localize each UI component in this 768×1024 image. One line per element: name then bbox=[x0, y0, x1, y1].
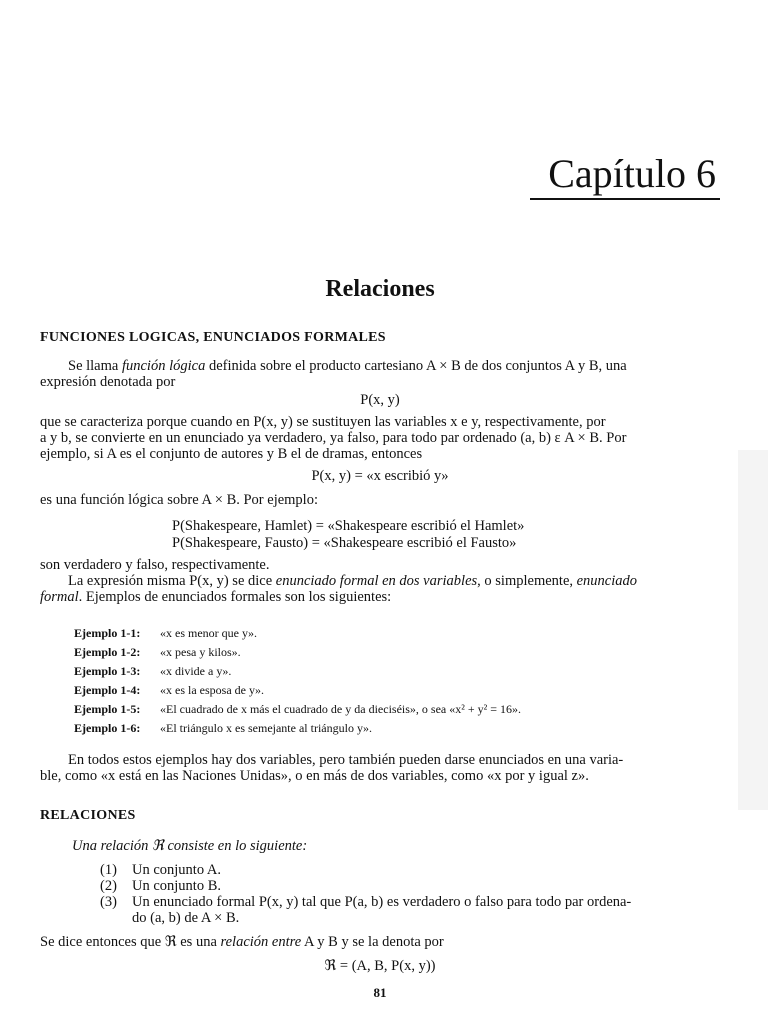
paragraph-line: ejemplo, si A es el conjunto de autores y B el de dramas, entonces bbox=[40, 446, 423, 462]
example-label: Ejemplo 1-3: bbox=[74, 664, 141, 678]
example-item bbox=[74, 683, 264, 697]
chapter-label: Capítulo 6 bbox=[548, 151, 716, 196]
term-relacion-entre: relación entre bbox=[220, 934, 302, 950]
example-text: «x divide a y». bbox=[160, 664, 232, 678]
list-item bbox=[100, 862, 221, 878]
text-span: ℜ consiste en lo siguiente: bbox=[148, 838, 308, 854]
example-text: «x es menor que y». bbox=[160, 626, 257, 640]
example-item bbox=[74, 645, 241, 659]
list-number: (3) bbox=[100, 894, 117, 910]
chapter-title: Relaciones bbox=[325, 276, 435, 302]
example-text: «El triángulo x es semejante al triángulo y». bbox=[160, 721, 372, 735]
paragraph-line bbox=[72, 838, 307, 854]
paragraph-line: ble, como «x está en las Naciones Unidas», o en más de dos variables, como «x por y igual z». bbox=[40, 768, 589, 784]
example-label: Ejemplo 1-4: bbox=[74, 683, 141, 697]
example-text: «x pesa y kilos». bbox=[160, 645, 241, 659]
term-funcion-logica: función lógica bbox=[121, 358, 206, 374]
term-enunciado-formal: enunciado formal en dos variables bbox=[275, 573, 478, 589]
formula: P(x, y) bbox=[360, 392, 400, 408]
formula: ℜ = (A, B, P(x, y)) bbox=[324, 958, 436, 974]
example-text: «x es la esposa de y». bbox=[160, 683, 264, 697]
paragraph-line bbox=[68, 358, 627, 374]
term-formal: formal bbox=[40, 589, 79, 605]
paragraph-line bbox=[68, 573, 637, 589]
list-text: Un conjunto A. bbox=[132, 862, 222, 878]
section-heading-relaciones: RELACIONES bbox=[40, 808, 136, 823]
list-item bbox=[100, 878, 221, 894]
paragraph-line: es una función lógica sobre A × B. Por ejemplo: bbox=[40, 492, 318, 508]
text-span: Se dice entonces que ℜ es una bbox=[40, 934, 221, 950]
section-heading-funciones: FUNCIONES LOGICAS, ENUNCIADOS FORMALES bbox=[40, 330, 386, 345]
list-number: (2) bbox=[100, 878, 117, 894]
list-number: (1) bbox=[100, 862, 117, 878]
list-text: Un conjunto B. bbox=[132, 878, 222, 894]
list-item bbox=[100, 894, 631, 910]
example-label: Ejemplo 1-6: bbox=[74, 721, 141, 735]
example-text: «El cuadrado de x más el cuadrado de y da dieciséis», o sea «x² + y² = 16». bbox=[160, 702, 521, 716]
example-label: Ejemplo 1-1: bbox=[74, 626, 141, 640]
text-span: . Ejemplos de enunciados formales son los siguientes: bbox=[78, 589, 392, 605]
example-item bbox=[74, 664, 231, 678]
text-span: A y B y se la denota por bbox=[301, 934, 444, 950]
example-item bbox=[74, 702, 521, 716]
list-text: Un enunciado formal P(x, y) tal que P(a, b) es verdadero o falso para todo par ordena- bbox=[132, 894, 632, 910]
example-item bbox=[74, 721, 372, 735]
paragraph-line: que se caracteriza porque cuando en P(x, y) se sustituyen las variables x e y, respectivamente, por bbox=[40, 414, 606, 430]
term-relacion: relación bbox=[100, 838, 149, 854]
text-span: Se llama bbox=[68, 358, 122, 374]
example-label: Ejemplo 1-2: bbox=[74, 645, 141, 659]
text-span: Una bbox=[72, 838, 101, 854]
text-span: , o simplemente, bbox=[477, 573, 577, 589]
chapter-underline bbox=[530, 198, 720, 200]
text-span: La expresión misma P(x, y) se dice bbox=[68, 573, 276, 589]
formula: P(Shakespeare, Fausto) = «Shakespeare escribió el Fausto» bbox=[172, 535, 517, 551]
paragraph-line: son verdadero y falso, respectivamente. bbox=[40, 557, 270, 573]
formula: P(x, y) = «x escribió y» bbox=[311, 468, 449, 484]
term-enunciado: enunciado bbox=[576, 573, 638, 589]
list-item-continuation: do (a, b) de A × B. bbox=[132, 910, 240, 926]
example-item bbox=[74, 626, 257, 640]
paragraph-line: expresión denotada por bbox=[40, 374, 176, 390]
example-label: Ejemplo 1-5: bbox=[74, 702, 141, 716]
scan-shadow bbox=[738, 450, 768, 810]
text-span: definida sobre el producto cartesiano A × B de dos conjuntos A y B, una bbox=[205, 358, 627, 374]
page-number: 81 bbox=[373, 985, 387, 1000]
paragraph-line bbox=[40, 589, 391, 605]
paragraph-line: En todos estos ejemplos hay dos variables, pero también pueden darse enunciados en una varia- bbox=[68, 752, 624, 768]
paragraph-line bbox=[40, 934, 444, 950]
formula: P(Shakespeare, Hamlet) = «Shakespeare escribió el Hamlet» bbox=[172, 518, 525, 534]
paragraph-line: a y b, se convierte en un enunciado ya verdadero, ya falso, para todo par ordenado (a, b) ε A × B. Por bbox=[40, 430, 627, 446]
